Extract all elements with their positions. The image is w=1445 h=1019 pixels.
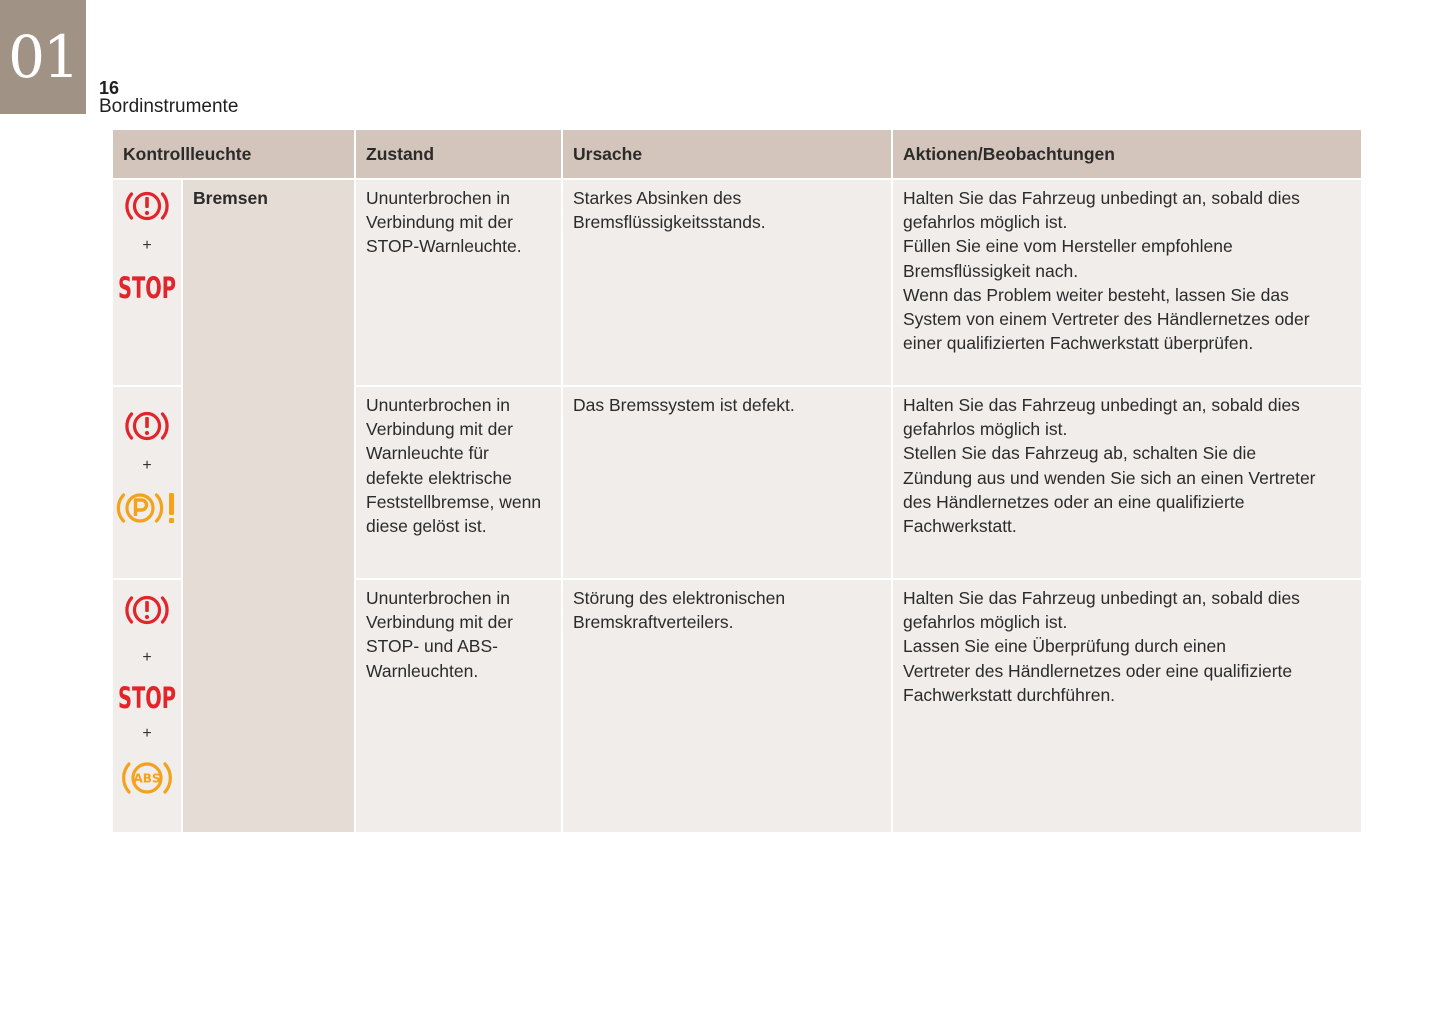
plus-sign: +	[142, 237, 152, 254]
parking-brake-fault-icon	[114, 486, 180, 530]
text-line: Feststellbremse, wenn	[366, 491, 542, 512]
zustand-row-2	[356, 387, 561, 578]
text-line: defekte elektrische	[366, 467, 512, 488]
icon-cell-row-3	[113, 580, 181, 832]
header-ursache: Ursache	[563, 130, 891, 178]
text-line: Verbindung mit der	[366, 612, 513, 633]
page-number: 16	[99, 78, 120, 98]
stop-icon	[116, 680, 178, 715]
zustand-row-1	[356, 180, 561, 385]
zustand-row-3	[356, 580, 561, 832]
icon-cell-row-1	[113, 180, 181, 385]
text-line: STOP-Warnleuchte.	[366, 236, 522, 257]
text-line: Fachwerkstatt durchführen.	[903, 684, 1116, 705]
text-line: System von einem Vertreter des Händlernetzes oder	[903, 309, 1310, 330]
text-line: Warnleuchte für	[366, 443, 489, 464]
ursache-row-3	[563, 580, 891, 832]
brake-warning-icon	[123, 406, 171, 446]
abs-label: ABS	[133, 771, 161, 786]
chapter-tab	[0, 0, 86, 114]
text-line: Vertreter des Händlernetzes oder eine qualifizierte	[903, 660, 1293, 681]
ursache-row-2	[563, 387, 891, 578]
group-name-bremsen: Bremsen	[183, 180, 354, 832]
text-line: Das Bremssystem ist defekt.	[573, 395, 795, 415]
header-aktionen: Aktionen/Beobachtungen	[893, 130, 1361, 178]
stop-label: STOP	[118, 271, 176, 305]
text-line: Lassen Sie eine Überprüfung durch einen	[903, 636, 1226, 657]
stop-icon	[116, 270, 178, 305]
text-line: gefahrlos möglich ist.	[903, 212, 1068, 233]
text-line: Stellen Sie das Fahrzeug ab, schalten Sie die	[903, 443, 1257, 464]
text-line: einer qualifizierten Fachwerkstatt überprüfen.	[903, 333, 1254, 354]
plus-sign: +	[142, 649, 152, 666]
text-line: Halten Sie das Fahrzeug unbedingt an, sobald dies	[903, 395, 1300, 415]
text-line: Wenn das Problem weiter besteht, lassen Sie das	[903, 284, 1289, 305]
text-line: Fachwerkstatt.	[903, 516, 1017, 537]
text-line: Ununterbrochen in	[366, 588, 510, 608]
aktionen-row-1	[893, 180, 1361, 385]
text-line: Verbindung mit der	[366, 212, 513, 233]
text-line: Bremsflüssigkeit nach.	[903, 260, 1079, 281]
text-line: des Händlernetzes oder an eine qualifizierte	[903, 491, 1245, 512]
aktionen-row-3	[893, 580, 1361, 832]
text-line: Zündung aus und wenden Sie sich an einen Vertreter	[903, 467, 1316, 488]
plus-sign: +	[142, 457, 152, 474]
text-line: diese gelöst ist.	[366, 516, 487, 537]
stop-label: STOP	[118, 681, 176, 715]
warning-lights-table	[113, 130, 1359, 831]
chapter-number: 01	[8, 23, 78, 91]
brake-warning-icon	[123, 590, 171, 630]
header-kontrollleuchte: Kontrollleuchte	[113, 130, 354, 178]
text-line: Halten Sie das Fahrzeug unbedingt an, sobald dies	[903, 588, 1300, 608]
text-line: gefahrlos möglich ist.	[903, 419, 1068, 440]
text-line: Füllen Sie eine vom Hersteller empfohlene	[903, 236, 1233, 257]
brake-warning-icon	[123, 186, 171, 226]
text-line: Halten Sie das Fahrzeug unbedingt an, sobald dies	[903, 188, 1300, 208]
text-line: Warnleuchten.	[366, 660, 479, 681]
text-line: Bremsflüssigkeitsstands.	[573, 212, 766, 233]
header-zustand: Zustand	[356, 130, 561, 178]
text-line: Ununterbrochen in	[366, 188, 510, 208]
aktionen-row-2	[893, 387, 1361, 578]
text-line: Ununterbrochen in	[366, 395, 510, 415]
text-line: Störung des elektronischen	[573, 588, 786, 608]
ursache-row-1	[563, 180, 891, 385]
abs-icon	[116, 754, 178, 802]
text-line: gefahrlos möglich ist.	[903, 612, 1068, 633]
text-line: Verbindung mit der	[366, 419, 513, 440]
section-title: Bordinstrumente	[99, 96, 239, 117]
icon-cell-row-2	[113, 387, 181, 578]
text-line: Starkes Absinken des	[573, 188, 742, 208]
text-line: STOP- und ABS-	[366, 636, 498, 657]
text-line: Bremskraftverteilers.	[573, 612, 734, 633]
plus-sign: +	[142, 725, 152, 742]
